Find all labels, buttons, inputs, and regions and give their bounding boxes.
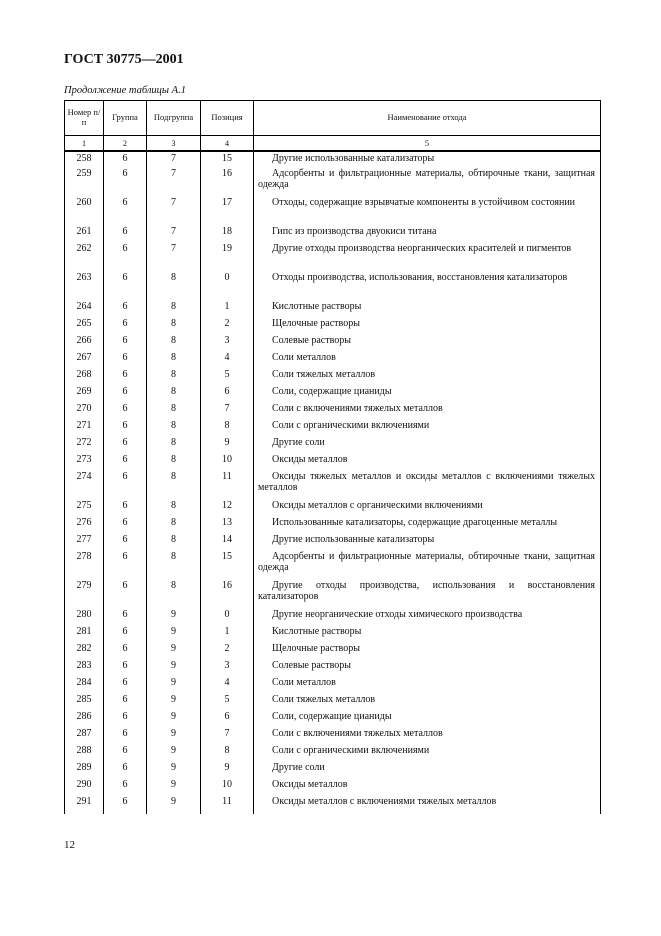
cell-group: 6	[104, 728, 147, 745]
cell-position: 5	[201, 369, 254, 386]
cell-group: 6	[104, 454, 147, 471]
cell-group: 6	[104, 335, 147, 352]
table-row	[65, 694, 601, 711]
cell-group: 6	[104, 437, 147, 454]
cell-group: 6	[104, 420, 147, 437]
table-row	[65, 352, 601, 369]
cell-number: 270	[65, 403, 104, 420]
table-row	[65, 301, 601, 318]
cell-number: 282	[65, 643, 104, 660]
table-row	[65, 626, 601, 643]
table-row	[65, 437, 601, 454]
cell-subgroup: 9	[147, 660, 201, 677]
cell-subgroup: 7	[147, 151, 201, 168]
cell-waste-name: Другие отходы производства неорганических красителей и пигментов	[254, 243, 601, 272]
cell-group: 6	[104, 779, 147, 796]
cell-position: 19	[201, 243, 254, 272]
cell-subgroup: 9	[147, 728, 201, 745]
table-row	[65, 369, 601, 386]
cell-subgroup: 9	[147, 694, 201, 711]
cell-number: 285	[65, 694, 104, 711]
cell-subgroup: 8	[147, 420, 201, 437]
cell-waste-name: Гипс из производства двуокиси титана	[254, 226, 601, 243]
table-row	[65, 197, 601, 226]
cell-number: 265	[65, 318, 104, 335]
cell-waste-name: Соли тяжелых металлов	[254, 694, 601, 711]
table-row	[65, 745, 601, 762]
cell-group: 6	[104, 243, 147, 272]
cell-position: 6	[201, 711, 254, 728]
cell-position: 8	[201, 745, 254, 762]
cell-position: 16	[201, 168, 254, 197]
table-row	[65, 796, 601, 814]
cell-subgroup: 9	[147, 626, 201, 643]
cell-subgroup: 8	[147, 386, 201, 403]
cell-subgroup: 8	[147, 500, 201, 517]
cell-position: 16	[201, 580, 254, 609]
table-row	[65, 151, 601, 168]
cell-waste-name: Соли с включениями тяжелых металлов	[254, 728, 601, 745]
cell-subgroup: 8	[147, 403, 201, 420]
cell-position: 5	[201, 694, 254, 711]
cell-group: 6	[104, 745, 147, 762]
cell-number: 287	[65, 728, 104, 745]
table-row	[65, 580, 601, 609]
cell-number: 260	[65, 197, 104, 226]
cell-waste-name: Адсорбенты и фильтрационные материалы, обтирочные ткани, защитная одежда	[254, 551, 601, 580]
cell-number: 286	[65, 711, 104, 728]
cell-subgroup: 8	[147, 580, 201, 609]
cell-waste-name: Отходы производства, использования, восстановления катализаторов	[254, 272, 601, 301]
cell-waste-name: Оксиды металлов	[254, 454, 601, 471]
cell-position: 2	[201, 318, 254, 335]
cell-number: 283	[65, 660, 104, 677]
cell-subgroup: 8	[147, 454, 201, 471]
table-header-row	[65, 101, 601, 136]
table-row	[65, 318, 601, 335]
cell-group: 6	[104, 403, 147, 420]
cell-position: 10	[201, 454, 254, 471]
cell-waste-name: Адсорбенты и фильтрационные материалы, обтирочные ткани, защитная одежда	[254, 168, 601, 197]
cell-subgroup: 8	[147, 369, 201, 386]
cell-waste-name: Щелочные растворы	[254, 643, 601, 660]
cell-group: 6	[104, 352, 147, 369]
cell-subgroup: 8	[147, 352, 201, 369]
cell-waste-name: Другие неорганические отходы химического производства	[254, 609, 601, 626]
cell-waste-name: Солевые растворы	[254, 335, 601, 352]
cell-number: 266	[65, 335, 104, 352]
cell-subgroup: 8	[147, 437, 201, 454]
cell-position: 11	[201, 796, 254, 814]
document-standard-title: ГОСТ 30775—2001	[64, 52, 184, 67]
cell-group: 6	[104, 643, 147, 660]
cell-position: 4	[201, 677, 254, 694]
cell-group: 6	[104, 534, 147, 551]
cell-subgroup: 7	[147, 197, 201, 226]
cell-waste-name: Другие отходы производства, использования и восстановления катализаторов	[254, 580, 601, 609]
cell-group: 6	[104, 226, 147, 243]
cell-subgroup: 7	[147, 226, 201, 243]
cell-number: 280	[65, 609, 104, 626]
cell-group: 6	[104, 517, 147, 534]
cell-group: 6	[104, 386, 147, 403]
cell-number: 276	[65, 517, 104, 534]
cell-group: 6	[104, 197, 147, 226]
cell-waste-name: Соли с включениями тяжелых металлов	[254, 403, 601, 420]
column-header-position: Позиция	[201, 101, 254, 136]
cell-subgroup: 9	[147, 745, 201, 762]
cell-position: 1	[201, 301, 254, 318]
cell-number: 273	[65, 454, 104, 471]
cell-position: 0	[201, 272, 254, 301]
cell-waste-name: Другие использованные катализаторы	[254, 151, 601, 168]
cell-waste-name: Соли металлов	[254, 352, 601, 369]
cell-number: 264	[65, 301, 104, 318]
cell-group: 6	[104, 272, 147, 301]
table-row	[65, 517, 601, 534]
column-numbers-row	[65, 136, 601, 152]
table-row	[65, 643, 601, 660]
cell-group: 6	[104, 500, 147, 517]
cell-position: 7	[201, 403, 254, 420]
cell-subgroup: 9	[147, 643, 201, 660]
table-row	[65, 243, 601, 272]
cell-subgroup: 8	[147, 517, 201, 534]
column-number: 1	[65, 136, 104, 152]
table-row	[65, 226, 601, 243]
cell-group: 6	[104, 694, 147, 711]
cell-waste-name: Соли, содержащие цианиды	[254, 386, 601, 403]
table-body	[65, 151, 601, 814]
cell-group: 6	[104, 471, 147, 500]
cell-position: 12	[201, 500, 254, 517]
cell-group: 6	[104, 609, 147, 626]
cell-position: 14	[201, 534, 254, 551]
cell-number: 290	[65, 779, 104, 796]
cell-group: 6	[104, 762, 147, 779]
cell-subgroup: 7	[147, 243, 201, 272]
cell-waste-name: Оксиды металлов с органическими включениями	[254, 500, 601, 517]
cell-group: 6	[104, 168, 147, 197]
cell-group: 6	[104, 369, 147, 386]
cell-position: 15	[201, 551, 254, 580]
cell-group: 6	[104, 551, 147, 580]
table-row	[65, 420, 601, 437]
cell-number: 278	[65, 551, 104, 580]
cell-waste-name: Отходы, содержащие взрывчатые компоненты в устойчивом состоянии	[254, 197, 601, 226]
cell-waste-name: Соли, содержащие цианиды	[254, 711, 601, 728]
column-number: 5	[254, 136, 601, 152]
cell-position: 0	[201, 609, 254, 626]
cell-group: 6	[104, 677, 147, 694]
cell-waste-name: Оксиды металлов с включениями тяжелых металлов	[254, 796, 601, 814]
cell-subgroup: 7	[147, 168, 201, 197]
cell-subgroup: 8	[147, 534, 201, 551]
cell-position: 7	[201, 728, 254, 745]
cell-number: 291	[65, 796, 104, 814]
cell-waste-name: Соли с органическими включениями	[254, 420, 601, 437]
column-number: 4	[201, 136, 254, 152]
table-row	[65, 386, 601, 403]
table-row	[65, 168, 601, 197]
cell-number: 279	[65, 580, 104, 609]
table-row	[65, 677, 601, 694]
cell-number: 267	[65, 352, 104, 369]
cell-waste-name: Соли тяжелых металлов	[254, 369, 601, 386]
table-row	[65, 454, 601, 471]
cell-position: 8	[201, 420, 254, 437]
cell-number: 277	[65, 534, 104, 551]
cell-subgroup: 9	[147, 711, 201, 728]
cell-subgroup: 9	[147, 677, 201, 694]
cell-group: 6	[104, 301, 147, 318]
table-row	[65, 660, 601, 677]
column-number: 3	[147, 136, 201, 152]
cell-waste-name: Соли с органическими включениями	[254, 745, 601, 762]
table-row	[65, 500, 601, 517]
table-row	[65, 728, 601, 745]
cell-position: 3	[201, 660, 254, 677]
table-row	[65, 779, 601, 796]
cell-number: 284	[65, 677, 104, 694]
cell-group: 6	[104, 796, 147, 814]
cell-group: 6	[104, 318, 147, 335]
waste-classification-table	[64, 100, 601, 814]
cell-position: 3	[201, 335, 254, 352]
cell-number: 275	[65, 500, 104, 517]
cell-number: 258	[65, 151, 104, 168]
cell-waste-name: Оксиды тяжелых металлов и оксиды металлов с включениями тяжелых металлов	[254, 471, 601, 500]
cell-number: 271	[65, 420, 104, 437]
cell-position: 10	[201, 779, 254, 796]
cell-number: 272	[65, 437, 104, 454]
cell-group: 6	[104, 660, 147, 677]
cell-group: 6	[104, 711, 147, 728]
cell-position: 9	[201, 762, 254, 779]
cell-number: 274	[65, 471, 104, 500]
cell-waste-name: Щелочные растворы	[254, 318, 601, 335]
table-row	[65, 711, 601, 728]
table-row	[65, 335, 601, 352]
cell-waste-name: Соли металлов	[254, 677, 601, 694]
table-continuation-caption: Продолжение таблицы А.1	[64, 85, 186, 96]
cell-position: 15	[201, 151, 254, 168]
cell-number: 269	[65, 386, 104, 403]
cell-number: 261	[65, 226, 104, 243]
cell-number: 268	[65, 369, 104, 386]
cell-position: 13	[201, 517, 254, 534]
cell-position: 2	[201, 643, 254, 660]
cell-subgroup: 8	[147, 335, 201, 352]
column-header-group: Группа	[104, 101, 147, 136]
cell-position: 11	[201, 471, 254, 500]
column-header-number: Номер п/п	[65, 101, 104, 136]
cell-subgroup: 8	[147, 318, 201, 335]
cell-subgroup: 9	[147, 796, 201, 814]
cell-subgroup: 8	[147, 272, 201, 301]
cell-position: 4	[201, 352, 254, 369]
cell-subgroup: 8	[147, 551, 201, 580]
cell-group: 6	[104, 626, 147, 643]
cell-group: 6	[104, 580, 147, 609]
cell-waste-name: Другие соли	[254, 437, 601, 454]
column-header-waste-name: Наименование отхода	[254, 101, 601, 136]
column-number: 2	[104, 136, 147, 152]
cell-waste-name: Оксиды металлов	[254, 779, 601, 796]
cell-waste-name: Кислотные растворы	[254, 301, 601, 318]
column-header-subgroup: Подгруппа	[147, 101, 201, 136]
cell-number: 281	[65, 626, 104, 643]
cell-number: 263	[65, 272, 104, 301]
table-row	[65, 471, 601, 500]
cell-number: 259	[65, 168, 104, 197]
table-row	[65, 272, 601, 301]
table-row	[65, 551, 601, 580]
cell-position: 9	[201, 437, 254, 454]
cell-waste-name: Использованные катализаторы, содержащие драгоценные металлы	[254, 517, 601, 534]
cell-subgroup: 8	[147, 301, 201, 318]
cell-waste-name: Другие использованные катализаторы	[254, 534, 601, 551]
cell-position: 1	[201, 626, 254, 643]
cell-subgroup: 9	[147, 762, 201, 779]
cell-number: 289	[65, 762, 104, 779]
cell-position: 6	[201, 386, 254, 403]
table-row	[65, 534, 601, 551]
cell-subgroup: 9	[147, 779, 201, 796]
table-row	[65, 762, 601, 779]
page-number: 12	[64, 839, 75, 851]
cell-number: 262	[65, 243, 104, 272]
cell-waste-name: Другие соли	[254, 762, 601, 779]
cell-position: 18	[201, 226, 254, 243]
cell-number: 288	[65, 745, 104, 762]
cell-subgroup: 9	[147, 609, 201, 626]
cell-waste-name: Кислотные растворы	[254, 626, 601, 643]
cell-subgroup: 8	[147, 471, 201, 500]
cell-position: 17	[201, 197, 254, 226]
cell-waste-name: Солевые растворы	[254, 660, 601, 677]
table-row	[65, 403, 601, 420]
cell-group: 6	[104, 151, 147, 168]
table-row	[65, 609, 601, 626]
